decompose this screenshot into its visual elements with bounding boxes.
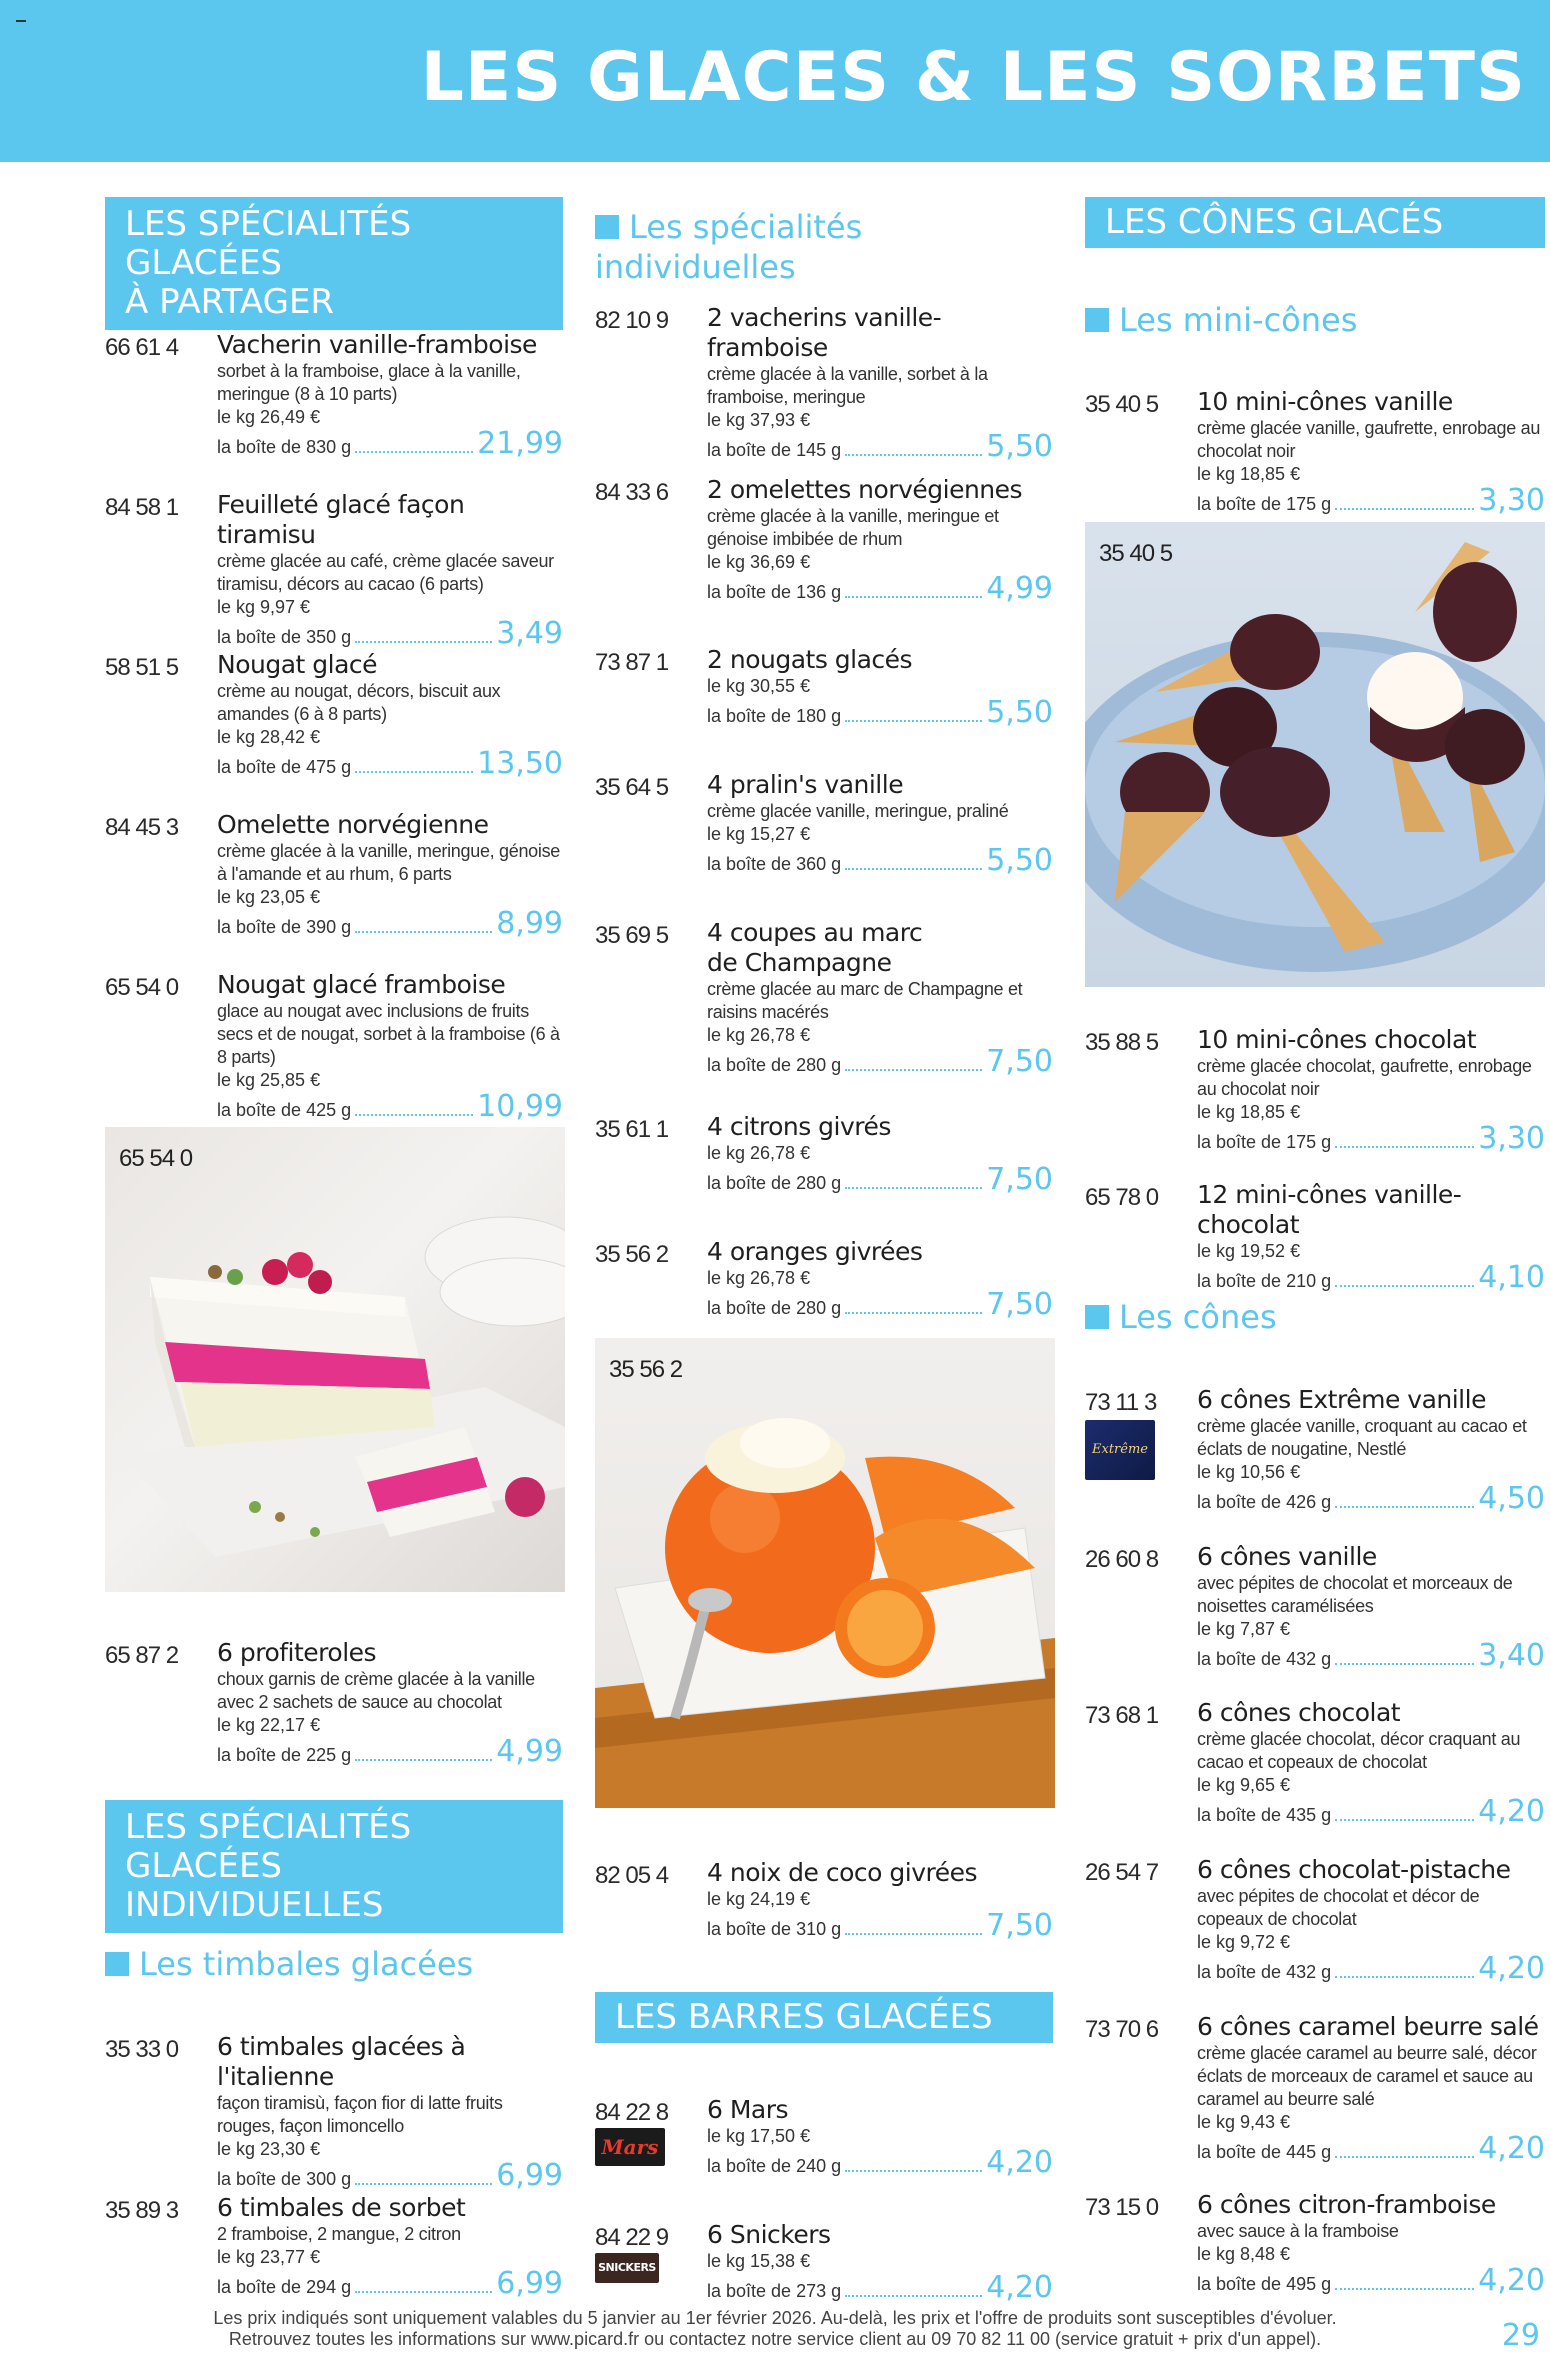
product-cones-extreme [1085, 1385, 1545, 1514]
price-per-kg: le kg 17,50 € [707, 2126, 811, 2146]
nougat-framboise-illustration [105, 1127, 565, 1592]
page-header [0, 0, 1550, 162]
product-code: 35 64 5 [595, 774, 669, 801]
photo-code: 35 56 2 [609, 1356, 683, 1383]
product-cones-chocolat [1085, 1698, 1545, 1827]
product-nougat [105, 650, 563, 779]
price-per-kg: le kg 9,72 € [1197, 1932, 1291, 1952]
product-mars [595, 2095, 1053, 2178]
price-line: la boîte de 136 g 4,99 [707, 571, 1053, 606]
page-number: 29 [1501, 2318, 1540, 2353]
square-bullet-icon [595, 215, 619, 239]
price-line: la boîte de 310 g 7,50 [707, 1908, 1053, 1943]
product-code: 65 87 2 [105, 1642, 179, 1669]
product-desc: crème glacée vanille, croquant au cacao et éclats de nougatine, Nestlé [1197, 1416, 1527, 1459]
price-line: la boîte de 273 g 4,20 [707, 2270, 1053, 2305]
product-code: 73 87 1 [595, 649, 669, 676]
product-code: 35 88 5 [1085, 1029, 1159, 1056]
product-omelette [105, 810, 563, 939]
price-line: la boîte de 360 g 5,50 [707, 843, 1053, 878]
subheading-mini-cones: Les mini-cônes [1085, 300, 1545, 340]
price: 7,50 [986, 1044, 1053, 1079]
price-per-kg: le kg 10,56 € [1197, 1462, 1301, 1482]
price-per-kg: le kg 30,55 € [707, 676, 811, 696]
price: 6,99 [496, 2266, 563, 2301]
product-code: 73 15 0 [1085, 2194, 1159, 2221]
mini-cones-illustration [1085, 522, 1545, 987]
product-noix-coco [595, 1858, 1053, 1941]
product-timbales-sorbet [105, 2193, 563, 2299]
product-desc: crème au nougat, décors, biscuit aux amandes (6 à 8 parts) [217, 681, 501, 724]
price-line: la boîte de 180 g 5,50 [707, 695, 1053, 730]
photo-code: 65 54 0 [119, 1145, 193, 1172]
product-name: 4 pralin's vanille [707, 770, 904, 799]
product-name: 6 Mars [707, 2095, 789, 2124]
product-cones-chocolat-pistache [1085, 1855, 1545, 1984]
product-name: 6 cônes caramel beurre salé [1197, 2012, 1539, 2041]
price: 21,99 [477, 426, 563, 461]
price-per-kg: le kg 18,85 € [1197, 464, 1301, 484]
price: 4,20 [986, 2145, 1053, 2180]
product-code: 35 40 5 [1085, 391, 1159, 418]
square-bullet-icon [1085, 308, 1109, 332]
price: 4,10 [1478, 1260, 1545, 1295]
price-line: la boîte de 475 g 13,50 [217, 746, 563, 781]
price-line: la boîte de 426 g 4,50 [1197, 1481, 1545, 1516]
price: 4,20 [1478, 1794, 1545, 1829]
product-timbales-italienne [105, 2032, 563, 2191]
product-citrons-givres [595, 1112, 1053, 1195]
price: 5,50 [986, 429, 1053, 464]
price-line: la boîte de 175 g 3,30 [1197, 1121, 1545, 1156]
product-code: 82 05 4 [595, 1862, 669, 1889]
product-name: 6 profiteroles [217, 1638, 377, 1667]
price-per-kg: le kg 26,49 € [217, 407, 321, 427]
product-desc: crème glacée caramel au beurre salé, décor éclats de morceaux de caramel et sauce au caramel au beurre salé [1197, 2043, 1537, 2109]
price-per-kg: le kg 36,69 € [707, 552, 811, 572]
price: 7,50 [986, 1908, 1053, 1943]
product-code: 58 51 5 [105, 654, 179, 681]
product-name: 2 vacherins vanille-framboise [707, 303, 942, 362]
product-pralins [595, 770, 1053, 876]
price-line: la boîte de 390 g 8,99 [217, 906, 563, 941]
product-code: 65 78 0 [1085, 1184, 1159, 1211]
product-name: 4 oranges givrées [707, 1237, 923, 1266]
product-name: 6 timbales de sorbet [217, 2193, 466, 2222]
product-name: 12 mini-cônes vanille-chocolat [1197, 1180, 1462, 1239]
price: 3,40 [1478, 1638, 1545, 1673]
product-name: 10 mini-cônes vanille [1197, 387, 1453, 416]
price-per-kg: le kg 8,48 € [1197, 2244, 1291, 2264]
product-desc: façon tiramisù, façon fior di latte fruits rouges, façon limoncello [217, 2093, 503, 2136]
product-code: 84 58 1 [105, 494, 179, 521]
price-line: la boîte de 350 g 3,49 [217, 616, 563, 651]
product-omelettes [595, 475, 1053, 604]
price: 4,50 [1478, 1481, 1545, 1516]
product-code: 35 89 3 [105, 2197, 179, 2224]
product-desc: glace au nougat avec inclusions de fruits secs et de nougat, sorbet à la framboise (6 à 8 parts) [217, 1001, 560, 1067]
mars-logo: Mars [595, 2128, 665, 2166]
subheading-specialites-individuelles: Les spécialités individuelles [595, 208, 863, 286]
product-name: 10 mini-cônes chocolat [1197, 1025, 1477, 1054]
price-line: la boîte de 280 g 7,50 [707, 1162, 1053, 1197]
banner-barres-glacees: LES BARRES GLACÉES [595, 1992, 1053, 2043]
product-name: 4 noix de coco givrées [707, 1858, 978, 1887]
product-name: 6 cônes vanille [1197, 1542, 1377, 1571]
product-code: 35 33 0 [105, 2036, 179, 2063]
product-code: 73 68 1 [1085, 1702, 1159, 1729]
photo-mini-cones [1085, 522, 1545, 987]
product-name: Omelette norvégienne [217, 810, 489, 839]
price: 10,99 [477, 1089, 563, 1124]
price-per-kg: le kg 22,17 € [217, 1715, 321, 1735]
product-name: 4 citrons givrés [707, 1112, 891, 1141]
product-cones-caramel [1085, 2012, 1545, 2164]
price-line: la boîte de 280 g 7,50 [707, 1044, 1053, 1079]
price-per-kg: le kg 23,30 € [217, 2139, 321, 2159]
price-per-kg: le kg 18,85 € [1197, 1102, 1301, 1122]
banner-specialites-individuelles: LES SPÉCIALITÉS GLACÉES INDIVIDUELLES [105, 1800, 563, 1933]
product-name: 6 Snickers [707, 2220, 831, 2249]
price: 3,30 [1478, 483, 1545, 518]
price-line: la boîte de 175 g 3,30 [1197, 483, 1545, 518]
product-desc: avec pépites de chocolat et décor de copeaux de chocolat [1197, 1886, 1480, 1929]
price-line: la boîte de 210 g 4,10 [1197, 1260, 1545, 1295]
product-name: 6 cônes citron-framboise [1197, 2190, 1496, 2219]
product-nougat-framboise [105, 970, 563, 1122]
price-per-kg: le kg 25,85 € [217, 1070, 321, 1090]
square-bullet-icon [105, 1952, 129, 1976]
product-code: 84 33 6 [595, 479, 669, 506]
price-line: la boîte de 435 g 4,20 [1197, 1794, 1545, 1829]
product-profiteroles [105, 1638, 563, 1767]
price: 7,50 [986, 1162, 1053, 1197]
banner-specialites-partager: LES SPÉCIALITÉS GLACÉES À PARTAGER [105, 197, 563, 330]
page-title: LES GLACES & LES SORBETS [420, 38, 1526, 117]
product-code: 73 11 3 [1085, 1389, 1157, 1416]
product-code: 35 56 2 [595, 1241, 669, 1268]
price: 7,50 [986, 1287, 1053, 1322]
price-per-kg: le kg 15,38 € [707, 2251, 811, 2271]
product-desc: crème glacée à la vanille, meringue et génoise imbibée de rhum [707, 506, 999, 549]
price-per-kg: le kg 19,52 € [1197, 1241, 1301, 1261]
price-line: la boîte de 425 g 10,99 [217, 1089, 563, 1124]
price-line: la boîte de 240 g 4,20 [707, 2145, 1053, 2180]
product-desc: sorbet à la framboise, glace à la vanille, meringue (8 à 10 parts) [217, 361, 521, 404]
price-per-kg: le kg 26,78 € [707, 1143, 811, 1163]
product-vacherins [595, 303, 1053, 462]
product-desc: 2 framboise, 2 mangue, 2 citron [217, 2224, 461, 2244]
price-line: la boîte de 280 g 7,50 [707, 1287, 1053, 1322]
product-name: Vacherin vanille-framboise [217, 330, 537, 359]
price: 8,99 [496, 906, 563, 941]
price: 4,20 [1478, 2131, 1545, 2166]
product-cones-vanille [1085, 1542, 1545, 1671]
price: 3,30 [1478, 1121, 1545, 1156]
price: 4,20 [986, 2270, 1053, 2305]
price-line: la boîte de 145 g 5,50 [707, 429, 1053, 464]
product-name: 6 cônes chocolat [1197, 1698, 1401, 1727]
price: 4,20 [1478, 1951, 1545, 1986]
product-name: 2 omelettes norvégiennes [707, 475, 1023, 504]
footer-legal [0, 2308, 1550, 2350]
price: 4,99 [986, 571, 1053, 606]
corner-mark [16, 20, 26, 22]
product-code: 26 60 8 [1085, 1546, 1159, 1573]
photo-orange-givree [595, 1338, 1055, 1808]
price: 6,99 [496, 2158, 563, 2193]
product-mini-cones-vanille [1085, 387, 1545, 516]
price-per-kg: le kg 15,27 € [707, 824, 811, 844]
product-desc: avec sauce à la framboise [1197, 2221, 1399, 2241]
price-line: la boîte de 294 g 6,99 [217, 2266, 563, 2301]
product-name: Nougat glacé [217, 650, 378, 679]
product-desc: crème glacée à la vanille, sorbet à la framboise, meringue [707, 364, 988, 407]
product-name: 4 coupes au marc de Champagne [707, 918, 923, 977]
price-line: la boîte de 225 g 4,99 [217, 1734, 563, 1769]
photo-code: 35 40 5 [1099, 540, 1173, 567]
product-name: Nougat glacé framboise [217, 970, 506, 999]
price-per-kg: le kg 37,93 € [707, 410, 811, 430]
price-line: la boîte de 830 g 21,99 [217, 426, 563, 461]
product-desc: crème glacée au café, crème glacée saveur tiramisu, décors au cacao (6 parts) [217, 551, 554, 594]
product-desc: avec pépites de chocolat et morceaux de noisettes caramélisées [1197, 1573, 1513, 1616]
price: 5,50 [986, 843, 1053, 878]
price: 4,20 [1478, 2263, 1545, 2298]
product-name: Feuilleté glacé façon tiramisu [217, 490, 465, 549]
footer-line-2: Retrouvez toutes les informations sur www.picard.fr ou contactez notre service client au 09 70 82 11 00 (service gratuit + prix d'un appel). [228, 2329, 1322, 2349]
product-code: 26 54 7 [1085, 1859, 1159, 1886]
product-snickers [595, 2220, 1053, 2303]
product-desc: choux garnis de crème glacée à la vanille avec 2 sachets de sauce au chocolat [217, 1669, 535, 1712]
price-per-kg: le kg 7,87 € [1197, 1619, 1291, 1639]
product-code: 35 69 5 [595, 922, 669, 949]
subheading-timbales: Les timbales glacées [105, 1944, 563, 1984]
price-line: la boîte de 300 g 6,99 [217, 2158, 563, 2193]
product-nougats [595, 645, 1053, 728]
price: 4,99 [496, 1734, 563, 1769]
product-name: 6 timbales glacées à l'italienne [217, 2032, 466, 2091]
product-code: 35 61 1 [595, 1116, 669, 1143]
product-name: 2 nougats glacés [707, 645, 913, 674]
product-code: 82 10 9 [595, 307, 669, 334]
price-per-kg: le kg 9,97 € [217, 597, 311, 617]
price-per-kg: le kg 28,42 € [217, 727, 321, 747]
price-per-kg: le kg 9,65 € [1197, 1775, 1291, 1795]
product-code: 84 22 9 [595, 2224, 669, 2251]
square-bullet-icon [1085, 1305, 1109, 1329]
product-coupes-champagne [595, 918, 1053, 1077]
product-mini-cones-chocolat [1085, 1025, 1545, 1154]
product-cones-citron-framboise [1085, 2190, 1545, 2296]
subheading-cones: Les cônes [1085, 1297, 1545, 1337]
product-code: 73 70 6 [1085, 2016, 1159, 2043]
product-desc: crème glacée vanille, meringue, praliné [707, 801, 1009, 821]
product-desc: crème glacée chocolat, gaufrette, enrobage au chocolat noir [1197, 1056, 1532, 1099]
product-code: 84 22 8 [595, 2099, 669, 2126]
product-mini-cones-vanille-chocolat [1085, 1180, 1545, 1293]
orange-givree-illustration [595, 1338, 1055, 1808]
product-vacherin [105, 330, 563, 459]
photo-nougat-framboise [105, 1127, 565, 1592]
price-line: la boîte de 432 g 3,40 [1197, 1638, 1545, 1673]
product-desc: crème glacée chocolat, décor craquant au cacao et copeaux de chocolat [1197, 1729, 1521, 1772]
price: 13,50 [477, 746, 563, 781]
product-code: 84 45 3 [105, 814, 179, 841]
product-name: 6 cônes Extrême vanille [1197, 1385, 1486, 1414]
product-desc: crème glacée au marc de Champagne et raisins macérés [707, 979, 1023, 1022]
price-per-kg: le kg 23,77 € [217, 2247, 321, 2267]
banner-cones-glaces: LES CÔNES GLACÉS [1085, 197, 1545, 248]
price-per-kg: le kg 26,78 € [707, 1025, 811, 1045]
price-per-kg: le kg 26,78 € [707, 1268, 811, 1288]
product-desc: crème glacée vanille, gaufrette, enrobage au chocolat noir [1197, 418, 1541, 461]
snickers-logo: SNICKERS [595, 2253, 659, 2283]
product-desc: crème glacée à la vanille, meringue, génoise à l'amande et au rhum, 6 parts [217, 841, 561, 884]
extreme-logo: Extrême [1085, 1420, 1155, 1480]
price-per-kg: le kg 9,43 € [1197, 2112, 1291, 2132]
price-line: la boîte de 432 g 4,20 [1197, 1951, 1545, 1986]
footer-line-1: Les prix indiqués sont uniquement valables du 5 janvier au 1er février 2026. Au-delà, les prix et l'offre de produits sont susceptibles d'évoluer. [213, 2308, 1337, 2328]
price-per-kg: le kg 24,19 € [707, 1889, 811, 1909]
price: 5,50 [986, 695, 1053, 730]
product-code: 65 54 0 [105, 974, 179, 1001]
product-oranges-givrees [595, 1237, 1053, 1320]
product-feuillete [105, 490, 563, 649]
price-per-kg: le kg 23,05 € [217, 887, 321, 907]
product-name: 6 cônes chocolat-pistache [1197, 1855, 1511, 1884]
product-code: 66 61 4 [105, 334, 179, 361]
price: 3,49 [496, 616, 563, 651]
price-line: la boîte de 495 g 4,20 [1197, 2263, 1545, 2298]
price-line: la boîte de 445 g 4,20 [1197, 2131, 1545, 2166]
